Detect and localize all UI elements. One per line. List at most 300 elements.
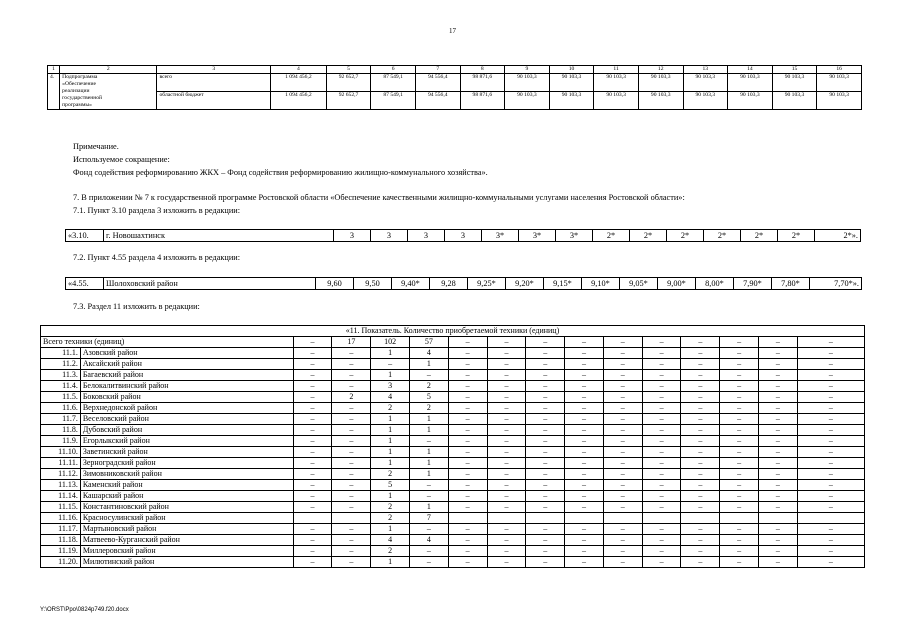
table-cell: – (759, 359, 798, 370)
table-cell: 1 (409, 414, 448, 425)
table-cell: – (759, 436, 798, 447)
table-cell: – (759, 535, 798, 546)
note-heading: Примечание. (73, 142, 119, 151)
row-number: 11.11. (41, 458, 81, 469)
paragraph-7-1: 7.1. Пункт 3.10 раздела 3 изложить в редакции: (73, 206, 241, 215)
table-cell: 7 (409, 513, 448, 524)
table-cell: – (759, 370, 798, 381)
table-cell: – (681, 337, 720, 348)
file-path: Y:\ORST\Ppo\0824p749.f20.docx (40, 607, 129, 613)
table-cell: – (759, 392, 798, 403)
table-cell (448, 513, 487, 524)
table-cell: – (409, 524, 448, 535)
table-cell: – (293, 337, 332, 348)
table-cell (332, 513, 371, 524)
table-cell: – (603, 414, 642, 425)
table-cell: – (681, 524, 720, 535)
table-cell: – (487, 447, 526, 458)
table-cell: – (448, 458, 487, 469)
table-cell: – (409, 557, 448, 568)
column-number: 16 (817, 66, 862, 74)
table-cell: – (448, 403, 487, 414)
table-cell: – (720, 425, 759, 436)
note-abbreviation: Используемое сокращение: (73, 155, 170, 164)
table-cell: – (293, 436, 332, 447)
table-cell: – (526, 447, 565, 458)
table-cell: – (487, 392, 526, 403)
table-cell: – (448, 546, 487, 557)
table-cell: – (681, 392, 720, 403)
table-cell: 2 (371, 513, 410, 524)
table-cell: – (332, 436, 371, 447)
table-cell: – (759, 381, 798, 392)
table-cell: – (293, 546, 332, 557)
row-number: 11.18. (41, 535, 81, 546)
table-row (41, 491, 865, 502)
table-cell: 98 871,6 (460, 92, 505, 110)
subprogram-name-line: государственной (62, 95, 103, 101)
table-cell: – (681, 546, 720, 557)
district-name: Заветинский район (80, 447, 293, 458)
table-cell: 1 (409, 502, 448, 513)
table-cell: – (797, 381, 864, 392)
table-cell: 1 (371, 370, 410, 381)
table-cell: – (565, 469, 604, 480)
table-cell: – (448, 447, 487, 458)
table-cell: – (797, 524, 864, 535)
table-cell: – (448, 348, 487, 359)
table-cell: – (293, 458, 332, 469)
table-cell: 90 103,3 (728, 74, 773, 92)
table-cell: – (293, 557, 332, 568)
table-cell: – (332, 403, 371, 414)
table-cell: – (526, 414, 565, 425)
table-cell: 2*». (815, 230, 861, 242)
table-caption: «11. Показатель. Количество приобретаемой техники (единиц) (41, 326, 865, 337)
table-cell (293, 513, 332, 524)
table-cell: – (603, 447, 642, 458)
table-cell: 90 103,3 (817, 92, 862, 110)
table-cell: 1 (371, 491, 410, 502)
table-cell: 5 (371, 480, 410, 491)
table-cell: – (526, 370, 565, 381)
table-cell: – (448, 469, 487, 480)
table-row (41, 535, 865, 546)
table-cell: – (797, 546, 864, 557)
table-row (41, 403, 865, 414)
table-cell: – (526, 436, 565, 447)
table-cell (603, 513, 642, 524)
table-cell: – (603, 337, 642, 348)
column-number: 6 (371, 66, 416, 74)
table-cell: 94 556,4 (415, 92, 460, 110)
table-cell: – (720, 535, 759, 546)
table-cell: – (293, 359, 332, 370)
row-number: 11.4. (41, 381, 81, 392)
table-cell: – (642, 403, 681, 414)
table-cell: – (642, 557, 681, 568)
table-cell: – (293, 480, 332, 491)
district-name: Аксайский район (80, 359, 293, 370)
row-number: 11.17. (41, 524, 81, 535)
table-cell: – (565, 381, 604, 392)
table-cell: 1 (409, 447, 448, 458)
table-cell: – (797, 337, 864, 348)
table-cell: 4 (371, 392, 410, 403)
table-row (41, 458, 865, 469)
row-number: 11.19. (41, 546, 81, 557)
table-cell: – (681, 502, 720, 513)
table-cell: – (448, 535, 487, 546)
table-cell: – (487, 546, 526, 557)
table-cell: – (759, 447, 798, 458)
table-cell: – (487, 480, 526, 491)
table-cell: – (565, 359, 604, 370)
table-cell: 90 103,3 (505, 74, 550, 92)
table-cell: 1 (409, 425, 448, 436)
table-cell: – (681, 480, 720, 491)
table-cell: – (332, 502, 371, 513)
row-number: 11.2. (41, 359, 81, 370)
table-cell: – (759, 458, 798, 469)
table-cell: – (642, 469, 681, 480)
table-cell: 1 (371, 524, 410, 535)
table-cell: – (797, 348, 864, 359)
table-cell: 7,90* (734, 278, 772, 290)
table-cell: 1 (371, 447, 410, 458)
table-cell: – (642, 348, 681, 359)
table-cell: – (720, 392, 759, 403)
table-cell: – (759, 414, 798, 425)
table-cell: – (487, 524, 526, 535)
table-cell: – (487, 502, 526, 513)
table-cell: – (603, 557, 642, 568)
table-cell: – (293, 469, 332, 480)
district-name: Веселовский район (80, 414, 293, 425)
table-cell: 3* (556, 230, 593, 242)
table-cell: – (642, 491, 681, 502)
table-cell (487, 513, 526, 524)
table-cell: – (565, 491, 604, 502)
table-cell: 4 (371, 535, 410, 546)
item-name: г. Новошахтинск (104, 230, 334, 242)
table-cell: – (526, 502, 565, 513)
table-cell: – (720, 480, 759, 491)
table-cell: – (526, 337, 565, 348)
table-cell: – (565, 480, 604, 491)
row-number: 11.14. (41, 491, 81, 502)
table-cell: 9,00* (658, 278, 696, 290)
table-cell: – (759, 337, 798, 348)
table-cell: – (603, 524, 642, 535)
table-cell: – (487, 414, 526, 425)
table-cell: – (526, 546, 565, 557)
table-cell: – (293, 392, 332, 403)
table-cell: – (565, 458, 604, 469)
table-cell: – (720, 447, 759, 458)
table-cell: – (487, 403, 526, 414)
table-cell: – (603, 403, 642, 414)
table-cell: – (332, 491, 371, 502)
table-cell: – (603, 359, 642, 370)
table-cell: – (526, 359, 565, 370)
table-cell: 8,00* (696, 278, 734, 290)
table-cell: – (681, 535, 720, 546)
table-cell: – (409, 546, 448, 557)
table-cell: – (409, 370, 448, 381)
district-name: Мартыновский район (80, 524, 293, 535)
table-cell (759, 513, 798, 524)
column-number: 13 (683, 66, 728, 74)
row-number: 11.6. (41, 403, 81, 414)
table-cell: – (448, 524, 487, 535)
table-cell: 4 (409, 535, 448, 546)
table-row (41, 414, 865, 425)
table-cell: – (759, 348, 798, 359)
table-cell: 7,70*». (810, 278, 862, 290)
table-row (41, 546, 865, 557)
table-cell: – (371, 359, 410, 370)
table-cell: – (487, 436, 526, 447)
table-cell: – (332, 414, 371, 425)
table-cell: – (720, 403, 759, 414)
table-cell: – (487, 469, 526, 480)
district-name: Милютинский район (80, 557, 293, 568)
table-cell: – (797, 557, 864, 568)
table-cell: – (409, 480, 448, 491)
table-cell: – (487, 557, 526, 568)
table-cell: – (565, 425, 604, 436)
table-cell: 57 (409, 337, 448, 348)
table-cell: – (681, 370, 720, 381)
table-cell: – (797, 480, 864, 491)
table-cell: – (642, 447, 681, 458)
note-definition: Фонд содействия реформированию ЖКХ – Фонд содействия реформированию жилищно-коммунального хозяйства». (73, 168, 488, 177)
table-cell: 2* (741, 230, 778, 242)
paragraph-7-2: 7.2. Пункт 4.55 раздела 4 изложить в редакции: (73, 253, 241, 262)
table-cell: – (487, 337, 526, 348)
table-cell: – (448, 425, 487, 436)
table-cell: – (681, 425, 720, 436)
table-row (41, 436, 865, 447)
table-cell: – (759, 491, 798, 502)
district-name: Каменский район (80, 480, 293, 491)
column-number: 1 (48, 66, 60, 74)
table-cell: – (681, 436, 720, 447)
column-number: 8 (460, 66, 505, 74)
table-cell (642, 513, 681, 524)
table-cell: – (603, 392, 642, 403)
row-number: 11.10. (41, 447, 81, 458)
table-cell: 1 094 456,2 (271, 74, 327, 92)
table-cell: – (720, 337, 759, 348)
table-cell: – (642, 381, 681, 392)
table-cell: – (565, 370, 604, 381)
table-cell: 90 103,3 (638, 74, 683, 92)
table-cell: 9,40* (392, 278, 430, 290)
table-caption-row (41, 326, 865, 337)
table-cell: – (487, 359, 526, 370)
table-cell: 90 103,3 (683, 92, 728, 110)
table-cell: – (448, 480, 487, 491)
subprogram-name (60, 74, 157, 110)
table-cell: 1 (409, 359, 448, 370)
table-cell: 3* (519, 230, 556, 242)
table-cell: – (293, 524, 332, 535)
item-4-55-table (65, 277, 862, 290)
table-cell: – (603, 480, 642, 491)
table-cell: 4 (409, 348, 448, 359)
table-cell: – (642, 436, 681, 447)
table-cell: 2* (630, 230, 667, 242)
table-cell: – (293, 348, 332, 359)
page-number: 17 (449, 27, 456, 35)
district-name: Миллеровский район (80, 546, 293, 557)
table-cell: – (681, 469, 720, 480)
table-cell: 90 103,3 (594, 74, 639, 92)
table-cell: – (681, 447, 720, 458)
table-cell: – (603, 370, 642, 381)
table-cell: 90 103,3 (505, 92, 550, 110)
table-cell: – (293, 403, 332, 414)
district-name: Азовский район (80, 348, 293, 359)
table-cell: 90 103,3 (728, 92, 773, 110)
table-cell: 92 652,7 (326, 74, 371, 92)
row-number: 11.20. (41, 557, 81, 568)
table-cell: – (759, 524, 798, 535)
subprogram-name-line: программы» (62, 102, 92, 108)
table-cell: – (526, 403, 565, 414)
table-cell: – (565, 348, 604, 359)
table-cell: – (759, 469, 798, 480)
table-cell: 1 (371, 458, 410, 469)
table-cell: – (332, 524, 371, 535)
table-cell: – (720, 436, 759, 447)
row-number: 11.12. (41, 469, 81, 480)
table-cell: – (603, 458, 642, 469)
table-cell: – (642, 359, 681, 370)
district-name: Верхнедонской район (80, 403, 293, 414)
item-3-10-table (65, 229, 861, 242)
table-header-row (48, 66, 862, 74)
table-cell: – (642, 535, 681, 546)
column-number: 9 (505, 66, 550, 74)
table-cell: – (526, 392, 565, 403)
table-cell: – (565, 447, 604, 458)
table-cell: – (797, 469, 864, 480)
table-cell: – (332, 546, 371, 557)
table-cell (797, 513, 864, 524)
table-cell: – (332, 469, 371, 480)
table-cell: – (487, 425, 526, 436)
table-cell: – (681, 557, 720, 568)
table-cell: 9,25* (468, 278, 506, 290)
table-cell (681, 513, 720, 524)
table-cell: 2 (371, 502, 410, 513)
table-cell: – (759, 425, 798, 436)
table-cell: 90 103,3 (549, 74, 594, 92)
table-cell (565, 513, 604, 524)
total-label: Всего техники (единиц) (41, 337, 294, 348)
table-cell: 1 (409, 458, 448, 469)
table-cell: 9,28 (430, 278, 468, 290)
table-cell: 9,15* (544, 278, 582, 290)
table-cell: – (526, 458, 565, 469)
item-number: «3.10. (66, 230, 104, 242)
table-cell: – (759, 502, 798, 513)
table-cell: 87 549,1 (371, 92, 416, 110)
table-cell: – (720, 370, 759, 381)
table-row (41, 392, 865, 403)
table-row (41, 502, 865, 513)
table-cell: 1 (371, 436, 410, 447)
table-cell: – (603, 546, 642, 557)
table-cell: – (332, 381, 371, 392)
table-cell (526, 513, 565, 524)
table-cell: 1 (371, 557, 410, 568)
table-cell: 7,80* (772, 278, 810, 290)
table-row (41, 381, 865, 392)
table-cell: – (642, 480, 681, 491)
table-cell: 2* (667, 230, 704, 242)
table-cell: – (603, 469, 642, 480)
table-cell: 1 (371, 414, 410, 425)
table-cell: – (448, 491, 487, 502)
table-cell: – (642, 502, 681, 513)
table-cell: – (487, 535, 526, 546)
table-cell: – (720, 359, 759, 370)
table-cell: – (565, 557, 604, 568)
table-cell: – (642, 337, 681, 348)
table-cell: – (642, 458, 681, 469)
table-cell: – (332, 480, 371, 491)
table-cell: – (565, 392, 604, 403)
table-cell: 87 549,1 (371, 74, 416, 92)
table-cell: 2* (778, 230, 815, 242)
table-cell: – (603, 381, 642, 392)
table-cell: – (565, 502, 604, 513)
table-cell: – (797, 359, 864, 370)
item-name: Шолоховский район (104, 278, 316, 290)
table-cell: – (720, 469, 759, 480)
table-cell: – (603, 348, 642, 359)
table-cell: – (797, 403, 864, 414)
column-number: 14 (728, 66, 773, 74)
table-cell: 3 (445, 230, 482, 242)
table-cell: 90 103,3 (549, 92, 594, 110)
table-cell: – (293, 414, 332, 425)
table-cell: 3* (482, 230, 519, 242)
table-cell: 2* (704, 230, 741, 242)
table-cell: – (526, 381, 565, 392)
table-cell: – (797, 425, 864, 436)
column-number: 12 (638, 66, 683, 74)
table-cell: – (487, 370, 526, 381)
table-cell: – (642, 414, 681, 425)
row-number: 11.3. (41, 370, 81, 381)
table-row (41, 370, 865, 381)
table-cell: – (332, 359, 371, 370)
column-number: 3 (157, 66, 271, 74)
column-number: 10 (549, 66, 594, 74)
row-number: 11.5. (41, 392, 81, 403)
table-cell: 9,60 (316, 278, 354, 290)
table-cell: 90 103,3 (772, 74, 817, 92)
district-name: Дубовский район (80, 425, 293, 436)
item-number: «4.55. (66, 278, 104, 290)
table-cell: – (448, 502, 487, 513)
table-cell: – (720, 348, 759, 359)
